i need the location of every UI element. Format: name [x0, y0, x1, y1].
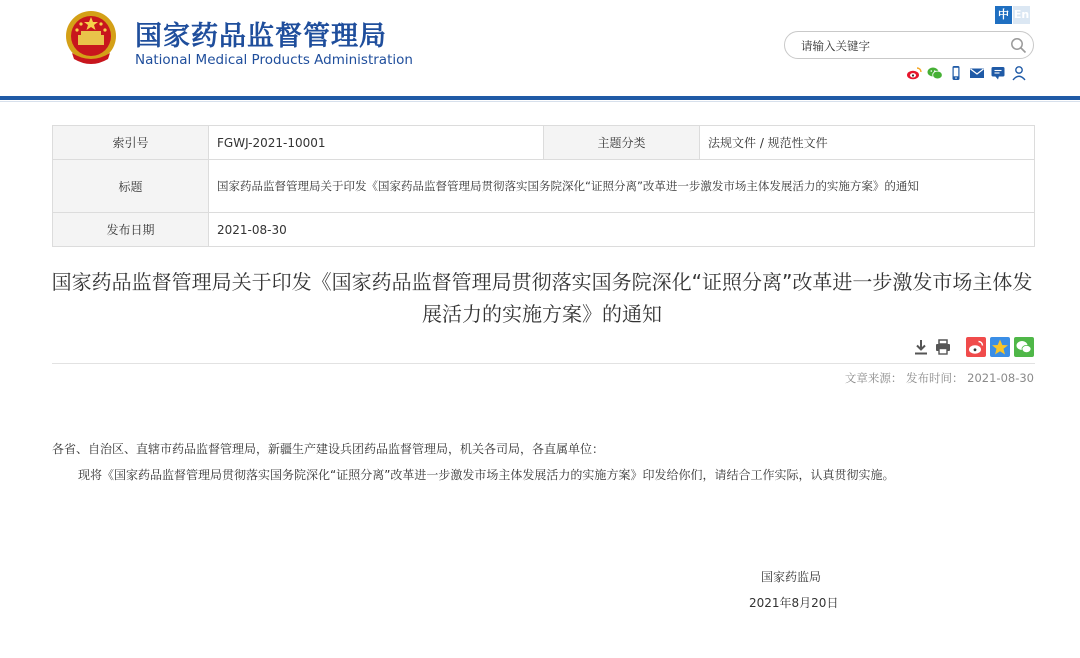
search-box	[784, 31, 1034, 59]
site-title-cn[interactable]: 国家药品监督管理局	[135, 21, 387, 52]
signature-date: 2021年8月20日	[749, 596, 839, 610]
meta-divider	[52, 363, 1035, 364]
social-links	[906, 65, 1032, 81]
weibo-icon[interactable]	[906, 65, 922, 81]
article-meta	[845, 370, 1034, 386]
publish-date-label: 发布日期	[53, 213, 209, 247]
index-label: 索引号	[53, 126, 209, 160]
national-emblem-icon[interactable]	[64, 9, 118, 67]
share-wechat-icon[interactable]	[1014, 337, 1034, 361]
share-weibo-icon[interactable]	[966, 337, 986, 361]
search-icon[interactable]	[1010, 37, 1027, 54]
search-input[interactable]	[801, 36, 1001, 56]
article-body: 现将《国家药品监督管理局贯彻落实国务院深化“证照分离”改革进一步激发市场主体发展活力的实施方案》印发给你们，请结合工作实际，认真贯彻实施。	[78, 468, 895, 482]
table-row	[53, 126, 1035, 160]
user-icon[interactable]	[1011, 65, 1027, 81]
article-title: 国家药品监督管理局关于印发《国家药品监督管理局贯彻落实国务院深化“证照分离”改革进一步激发市场主体发展活力的实施方案》的通知	[51, 270, 1033, 326]
document-info-table	[52, 125, 1035, 247]
language-english-button[interactable]: En	[1013, 6, 1030, 24]
print-icon[interactable]	[934, 338, 952, 360]
title-value: 国家药品监督管理局关于印发《国家药品监督管理局贯彻落实国务院深化“证照分离”改革进一步激发市场主体发展活力的实施方案》的通知	[209, 160, 1035, 213]
article-salutation: 各省、自治区、直辖市药品监督管理局，新疆生产建设兵团药品监督管理局，机关各司局，各直属单位：	[52, 442, 605, 456]
header-divider-thin	[0, 101, 1080, 102]
mail-icon[interactable]	[969, 65, 985, 81]
message-icon[interactable]	[990, 65, 1006, 81]
share-tools	[966, 339, 1038, 359]
article-tools	[912, 339, 956, 359]
category-label: 主题分类	[544, 126, 700, 160]
share-qzone-icon[interactable]	[990, 337, 1010, 361]
index-value: FGWJ-2021-10001	[209, 126, 544, 160]
header-divider	[0, 96, 1080, 100]
download-icon[interactable]	[912, 338, 930, 360]
table-row	[53, 213, 1035, 247]
signature-organization: 国家药监局	[761, 570, 822, 584]
site-header	[0, 0, 1080, 96]
publish-date-value: 2021-08-30	[209, 213, 1035, 247]
mobile-icon[interactable]	[948, 65, 964, 81]
source-label: 文章来源：	[844, 371, 903, 385]
time-label: 发布时间：	[906, 371, 964, 385]
title-label: 标题	[53, 160, 209, 213]
time-value: 2021-08-30	[967, 371, 1034, 385]
category-value: 法规文件 / 规范性文件	[700, 126, 1035, 160]
language-chinese-button[interactable]: 中	[995, 6, 1012, 24]
site-title-en[interactable]: National Medical Products Administration	[135, 52, 413, 68]
table-row	[53, 160, 1035, 213]
wechat-icon[interactable]	[927, 65, 943, 81]
